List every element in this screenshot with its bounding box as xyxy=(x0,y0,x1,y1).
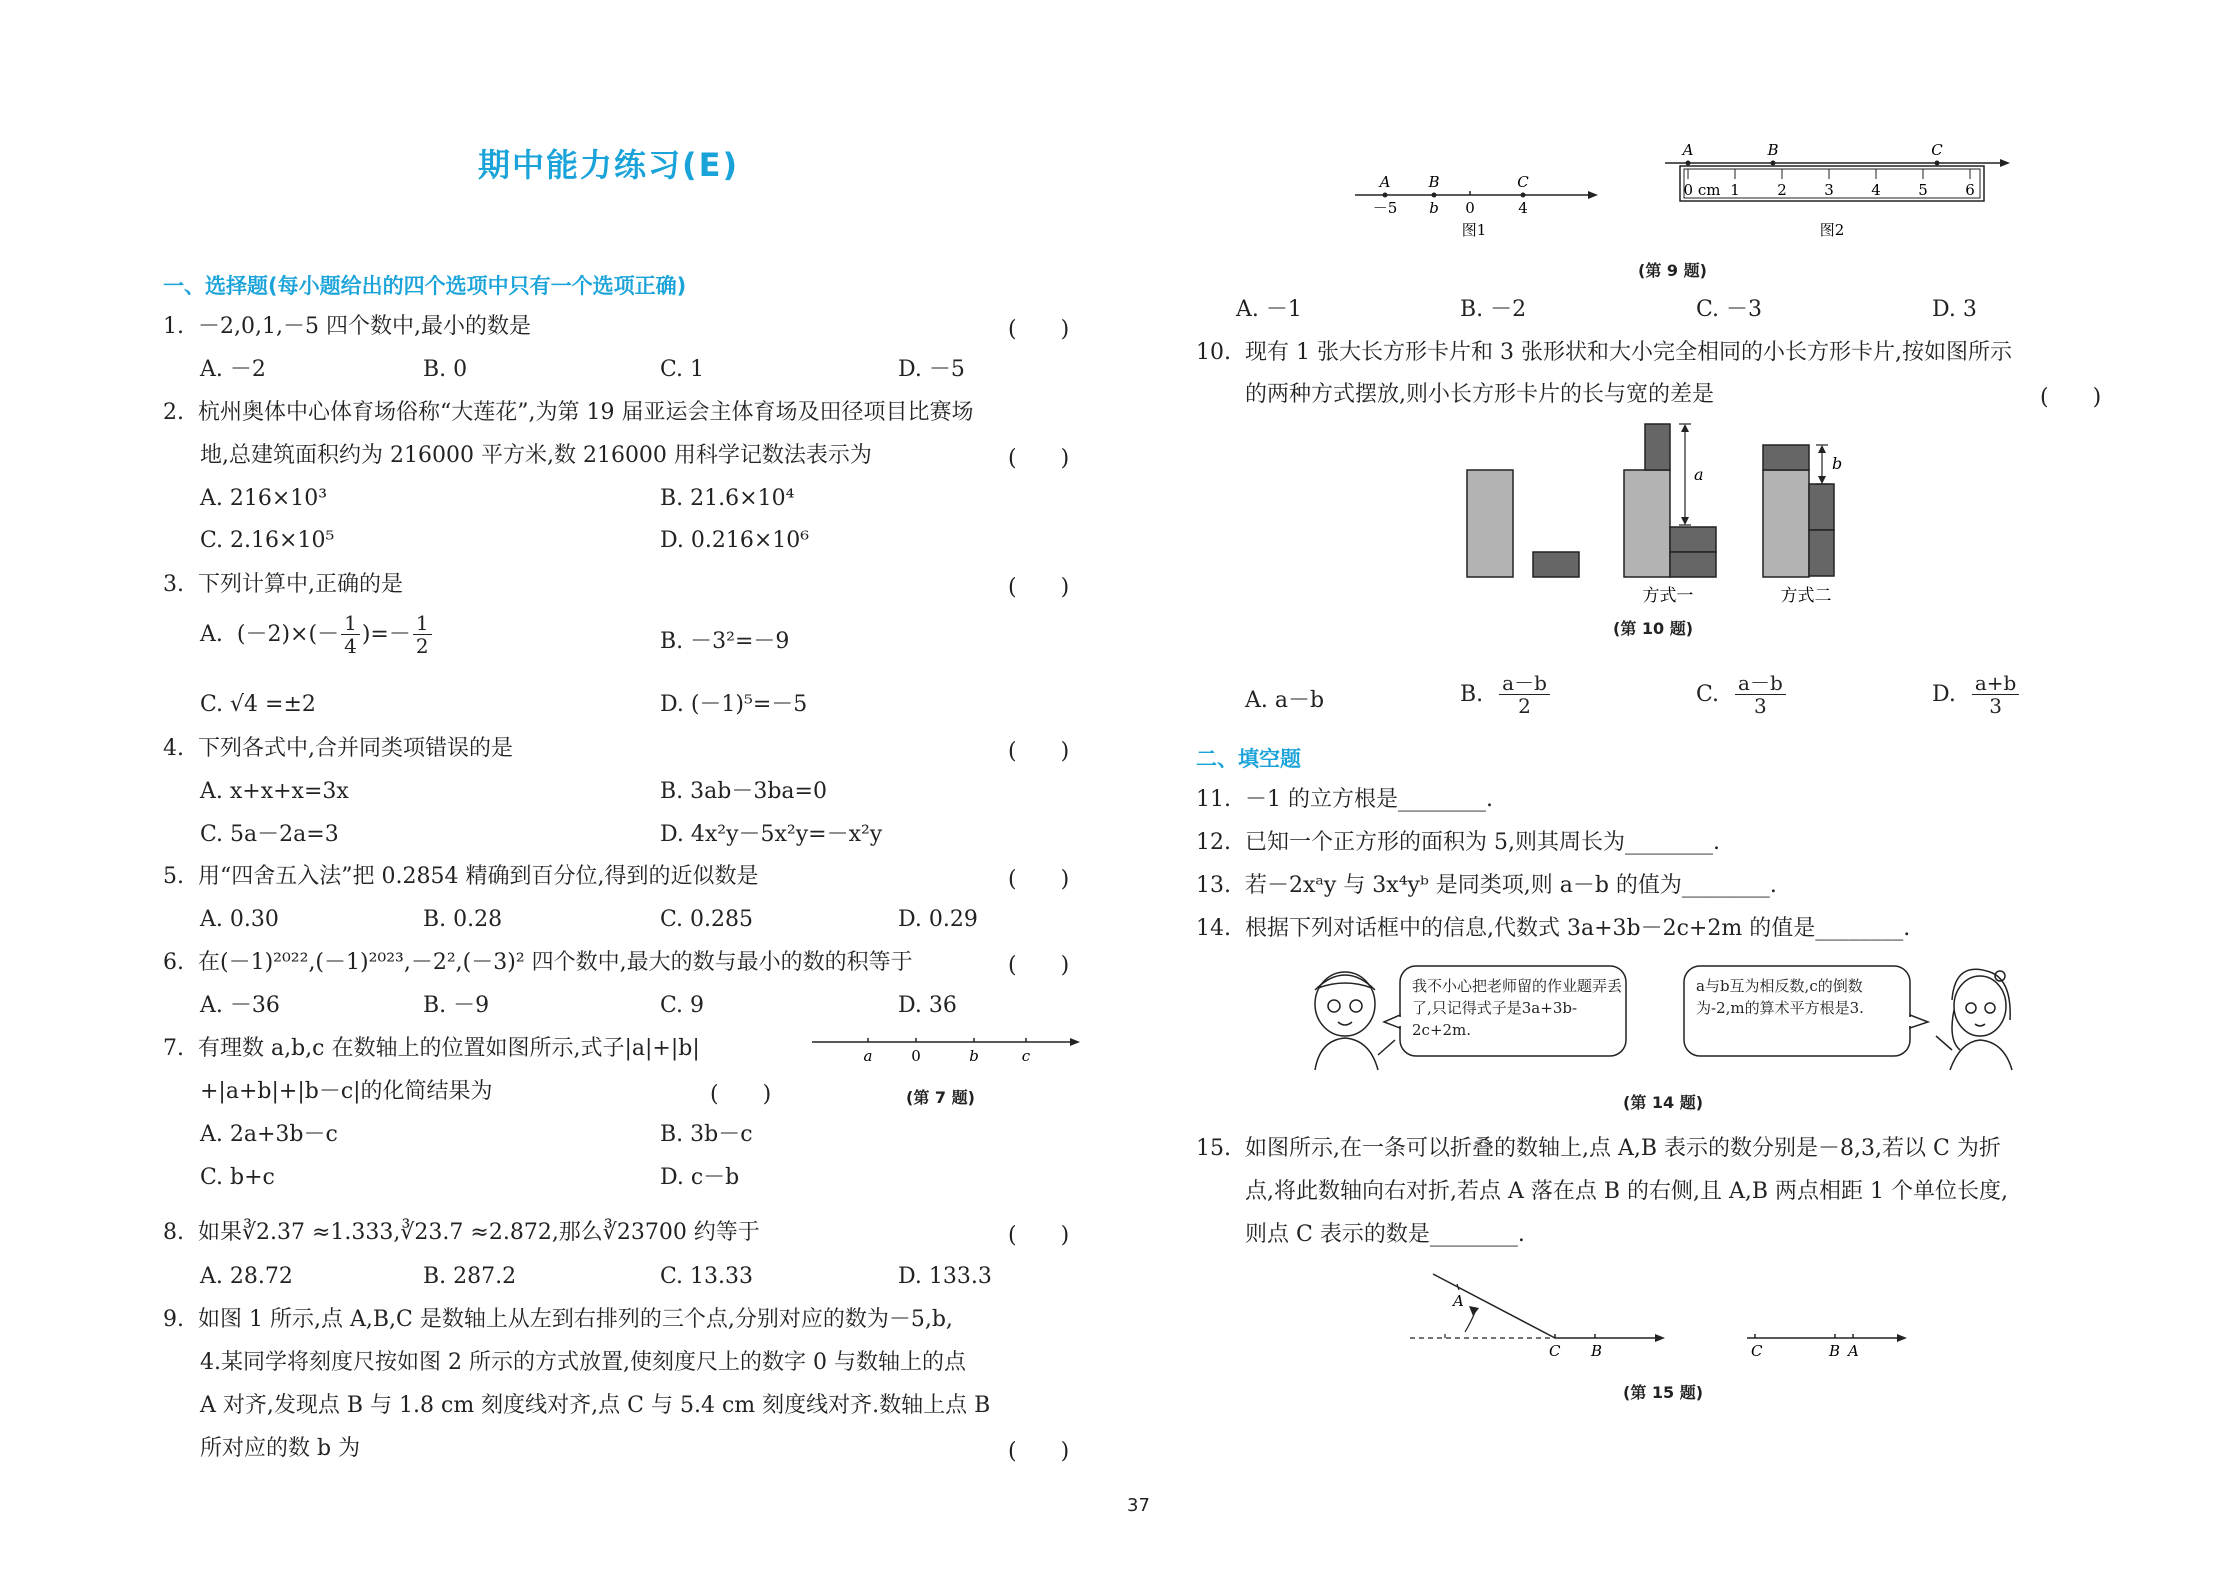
axis-label-b: B xyxy=(1829,1342,1841,1360)
answer-paren: ( ) xyxy=(1008,739,1070,764)
q5-option-a: A. 0.30 xyxy=(200,907,279,932)
q1-option-d: D. －5 xyxy=(898,357,965,382)
value-label: 4 xyxy=(1518,199,1528,217)
fold-label-b: B xyxy=(1591,1342,1603,1360)
q4-option-d: D. 4x²y－5x²y=－x²y xyxy=(660,822,883,847)
question-2-line2: 地,总建筑面积约为 216000 平方米,数 216000 用科学记数法表示为 xyxy=(200,443,872,468)
question-9: 9. 如图 1 所示,点 A,B,C 是数轴上从左到右排列的三个点,分别对应的数为－5,b, xyxy=(163,1307,953,1332)
axis-label-c: C xyxy=(1751,1342,1763,1360)
axis-label-b: b xyxy=(969,1047,979,1065)
answer-paren: ( ) xyxy=(2040,385,2102,410)
q2-option-d: D. 0.216×10⁶ xyxy=(660,528,810,553)
question-14: 14. 根据下列对话框中的信息,代数式 3a+3b－2c+2m 的值是________. xyxy=(1196,916,1911,941)
q5-option-c: C. 0.285 xyxy=(660,907,754,932)
way-1-label: 方式一 xyxy=(1642,586,1694,606)
axis-label-a: A xyxy=(1848,1342,1859,1360)
q6-option-c: C. 9 xyxy=(660,993,705,1018)
q4-option-a: A. x+x+x=3x xyxy=(200,779,349,804)
fraction: $\frac{1}{2}$ xyxy=(413,612,432,657)
q10-option-d: D. $\frac{a+b}{3}$ xyxy=(1932,672,2021,717)
q9-option-a: A. －1 xyxy=(1236,297,1302,322)
figure-caption: (第 14 题) xyxy=(1623,1093,1704,1112)
question-4: 4. 下列各式中,合并同类项错误的是 xyxy=(163,736,513,761)
label-b: b xyxy=(1832,454,1843,473)
fraction: $\frac{a+b}{3}$ xyxy=(1972,672,2019,717)
axis-label-0: 0 xyxy=(911,1047,921,1065)
fraction: $\frac{a-b}{3}$ xyxy=(1735,672,1786,717)
answer-paren: ( ) xyxy=(1008,867,1070,892)
q7-option-d: D. c－b xyxy=(660,1165,740,1190)
speech-bubble-left: 我不小心把老师留的作业题弄丢了,只记得式子是3a+3b-2c+2m. xyxy=(1412,977,1623,1039)
question-3: 3. 下列计算中,正确的是 xyxy=(163,572,403,597)
question-10: 10. 现有 1 张大长方形卡片和 3 张形状和大小完全相同的小长方形卡片,按如图所示 xyxy=(1196,340,2012,365)
q3-option-d: D. (－1)⁵=－5 xyxy=(660,692,808,717)
q6-option-d: D. 36 xyxy=(898,993,957,1018)
answer-paren: ( ) xyxy=(1008,575,1070,600)
q4-option-c: C. 5a－2a=3 xyxy=(200,822,339,847)
q9-figure-1 xyxy=(1350,170,1610,245)
value-label: b xyxy=(1429,199,1439,217)
q7-option-b: B. 3b－c xyxy=(660,1122,753,1147)
q10-card-figure xyxy=(1460,418,1860,608)
label-a: a xyxy=(1694,465,1704,484)
question-8: 8. 如果∛2.37 ≈1.333,∛23.7 ≈2.872,那么∛23700 约等于 xyxy=(163,1220,760,1245)
q9-option-d: D. 3 xyxy=(1932,297,1977,322)
answer-paren: ( ) xyxy=(710,1082,772,1107)
q7-option-a: A. 2a+3b－c xyxy=(200,1122,338,1147)
figure-caption: (第 15 题) xyxy=(1623,1383,1704,1402)
point-label-c: C xyxy=(1931,141,1943,159)
answer-paren: ( ) xyxy=(1008,1223,1070,1248)
question-11: 11. －1 的立方根是________. xyxy=(1196,787,1493,812)
question-9-line2: 4.某同学将刻度尺按如图 2 所示的方式放置,使刻度尺上的数字 0 与数轴上的点 xyxy=(200,1350,966,1375)
ruler-tick: 6 xyxy=(1965,181,1975,199)
question-7-line2: +|a+b|+|b－c|的化简结果为 xyxy=(200,1079,493,1104)
ruler-tick: 5 xyxy=(1918,181,1928,199)
question-15-line3: 则点 C 表示的数是________. xyxy=(1245,1222,1525,1247)
q10-option-b: B. $\frac{a-b}{2}$ xyxy=(1460,672,1552,717)
q2-option-a: A. 216×10³ xyxy=(200,486,328,511)
figure-label: 图1 xyxy=(1461,221,1487,239)
q4-option-b: B. 3ab－3ba=0 xyxy=(660,779,827,804)
figure-caption: (第 9 题) xyxy=(1638,261,1707,280)
q7-option-c: C. b+c xyxy=(200,1165,275,1190)
q3-option-b: B. －3²=－9 xyxy=(660,629,790,654)
axis-label-c: c xyxy=(1021,1047,1031,1065)
question-9-line3: A 对齐,发现点 B 与 1.8 cm 刻度线对齐,点 C 与 5.4 cm 刻度线对齐.数轴上点 B xyxy=(200,1393,991,1418)
question-6: 6. 在(－1)²⁰²²,(－1)²⁰²³,－2²,(－3)² 四个数中,最大的数与最小的数的积等于 xyxy=(163,950,913,975)
speech-bubble-right: a与b互为相反数,c的倒数为-2,m的算术平方根是3. xyxy=(1696,977,1864,1017)
fraction: $\frac{a-b}{2}$ xyxy=(1499,672,1550,717)
question-13: 13. 若－2xᵃy 与 3x⁴yᵇ 是同类项,则 a－b 的值为________. xyxy=(1196,873,1777,898)
q8-option-c: C. 13.33 xyxy=(660,1264,754,1289)
q8-option-a: A. 28.72 xyxy=(200,1264,293,1289)
q1-option-c: C. 1 xyxy=(660,357,705,382)
value-label: 0 xyxy=(1465,199,1475,217)
axis-label-a: a xyxy=(863,1047,873,1065)
q10-option-c: C. $\frac{a-b}{3}$ xyxy=(1696,672,1788,717)
question-1: 1. －2,0,1,－5 四个数中,最小的数是 xyxy=(163,314,531,339)
boy-illustration xyxy=(1315,972,1395,1070)
q5-option-b: B. 0.28 xyxy=(423,907,503,932)
q8-option-b: B. 287.2 xyxy=(423,1264,517,1289)
q1-option-a: A. －2 xyxy=(200,357,266,382)
figure-caption: (第 10 题) xyxy=(1613,619,1694,638)
section-heading-fill: 二、填空题 xyxy=(1196,747,1301,771)
answer-paren: ( ) xyxy=(1008,1439,1070,1464)
q9-option-b: B. －2 xyxy=(1460,297,1527,322)
ruler-tick: 3 xyxy=(1824,181,1834,199)
q6-option-a: A. －36 xyxy=(200,993,280,1018)
fraction: $\frac{1}{4}$ xyxy=(341,612,360,657)
question-15: 15. 如图所示,在一条可以折叠的数轴上,点 A,B 表示的数分别是－8,3,若以 C 为折 xyxy=(1196,1136,2001,1161)
section-heading-choice: 一、选择题(每小题给出的四个选项中只有一个选项正确) xyxy=(163,274,687,298)
q10-option-a: A. a－b xyxy=(1245,688,1325,713)
q2-option-c: C. 2.16×10⁵ xyxy=(200,528,335,553)
q8-option-d: D. 133.3 xyxy=(898,1264,992,1289)
point-label-b: B xyxy=(1767,141,1779,159)
answer-paren: ( ) xyxy=(1008,317,1070,342)
ruler-tick: 0 cm xyxy=(1683,181,1721,199)
girl-illustration xyxy=(1936,969,2012,1070)
answer-paren: ( ) xyxy=(1008,446,1070,471)
point-label-a: A xyxy=(1682,141,1694,159)
ruler-tick: 4 xyxy=(1871,181,1881,199)
value-label: －5 xyxy=(1372,199,1398,217)
answer-paren: ( ) xyxy=(1008,953,1070,978)
way-2-label: 方式二 xyxy=(1780,586,1832,606)
q9-figure-2-ruler xyxy=(1660,138,2020,243)
point-label-b: B xyxy=(1428,173,1440,191)
question-15-line2: 点,将此数轴向右对折,若点 A 落在点 B 的右侧,且 A,B 两点相距 1 个单位长度, xyxy=(1245,1179,2009,1204)
q7-number-line xyxy=(808,1030,1088,1070)
q9-option-c: C. －3 xyxy=(1696,297,1763,322)
question-12: 12. 已知一个正方形的面积为 5,则其周长为________. xyxy=(1196,830,1720,855)
q3-option-a: A. (－2)×(－ $\frac{1}{4}$ )=－ $\frac{1}{2}$ xyxy=(200,612,434,657)
question-5: 5. 用“四舍五入法”把 0.2854 精确到百分位,得到的近似数是 xyxy=(163,864,759,889)
point-label-c: C xyxy=(1517,173,1529,191)
page-number: 37 xyxy=(1127,1495,1150,1516)
q6-option-b: B. －9 xyxy=(423,993,490,1018)
ruler-tick: 1 xyxy=(1730,181,1740,199)
question-7: 7. 有理数 a,b,c 在数轴上的位置如图所示,式子|a|+|b| xyxy=(163,1036,700,1061)
q15-fold-figure xyxy=(1405,1262,1925,1362)
q1-option-b: B. 0 xyxy=(423,357,468,382)
question-2: 2. 杭州奥体中心体育场俗称“大莲花”,为第 19 届亚运会主体育场及田径项目比赛场 xyxy=(163,400,974,425)
q3-option-c: C. √4 =±2 xyxy=(200,692,316,717)
ruler-tick: 2 xyxy=(1777,181,1787,199)
figure-label: 图2 xyxy=(1819,221,1845,239)
fold-label-c: C xyxy=(1549,1342,1561,1360)
figure-caption: (第 7 题) xyxy=(906,1088,975,1107)
q2-option-b: B. 21.6×10⁴ xyxy=(660,486,795,511)
question-10-line2: 的两种方式摆放,则小长方形卡片的长与宽的差是 xyxy=(1245,382,1714,407)
point-label-a: A xyxy=(1379,173,1391,191)
fold-label-a: A xyxy=(1453,1292,1464,1310)
q5-option-d: D. 0.29 xyxy=(898,907,978,932)
question-9-line4: 所对应的数 b 为 xyxy=(200,1436,361,1461)
page-title: 期中能力练习(E) xyxy=(478,146,740,184)
